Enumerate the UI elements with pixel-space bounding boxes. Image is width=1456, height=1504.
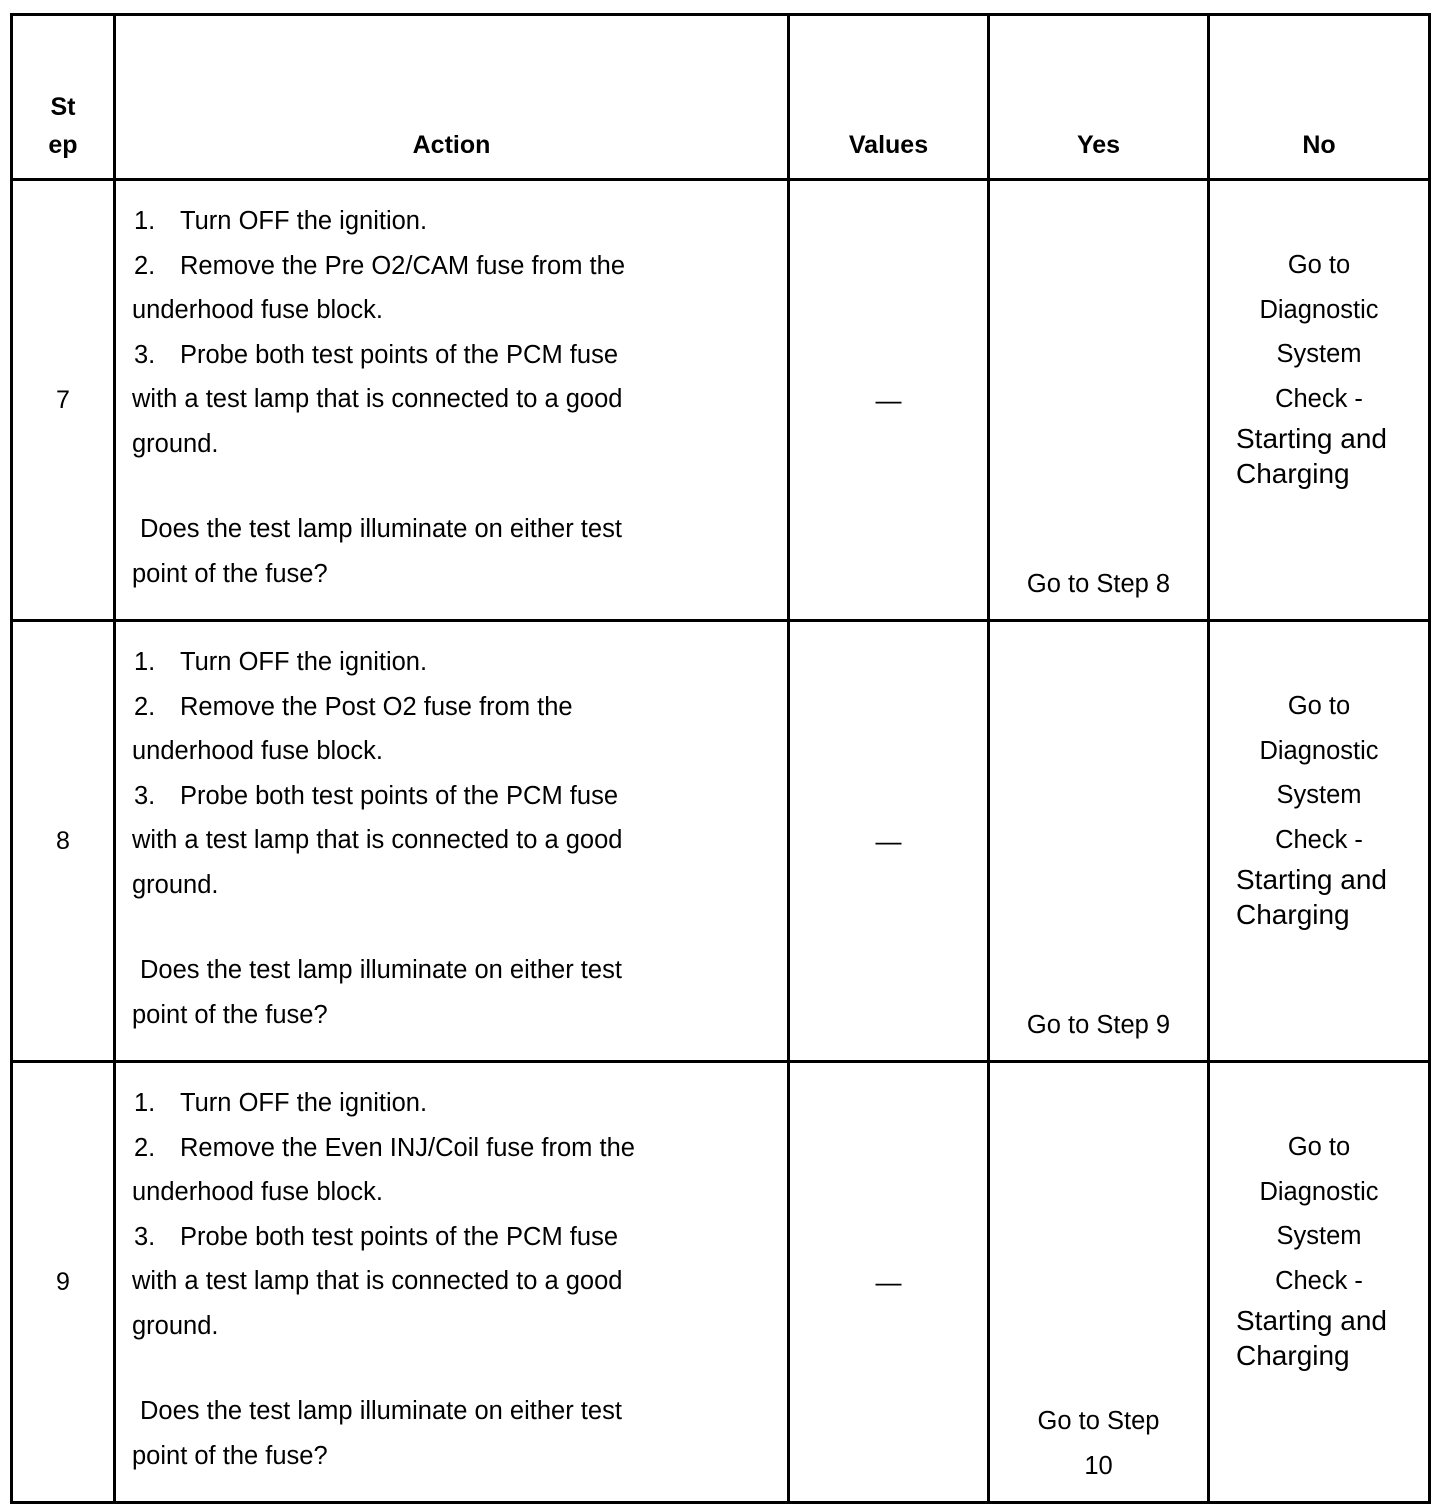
no-text: Go to: [1287, 692, 1351, 720]
table-row: [12, 1062, 1430, 1503]
no-text: Charging: [1236, 1340, 1350, 1371]
action-cell: [115, 621, 789, 1062]
action-step-text: with a test lamp that is connected to a good: [132, 826, 623, 854]
action-step-text: with a test lamp that is connected to a good: [132, 1267, 623, 1295]
action-step-text: Probe both test points of the PCM fuse: [180, 340, 618, 369]
item-number: 2.: [134, 692, 156, 721]
action-step-text: underhood fuse block.: [132, 737, 383, 765]
step-number: 9: [12, 1062, 115, 1503]
no-text: Charging: [1236, 458, 1350, 489]
header-step: [12, 15, 115, 180]
item-number: 1.: [134, 207, 156, 235]
action-question: point of the fuse?: [132, 1000, 328, 1029]
no-text: System: [1276, 340, 1362, 368]
action-step-text: Remove the Even INJ/Coil fuse from the: [180, 1133, 635, 1162]
no-text: Go to: [1287, 251, 1351, 279]
action-question: Does the test lamp illuminate on either test: [140, 956, 622, 984]
no-text: Diagnostic: [1259, 295, 1379, 324]
action-question: point of the fuse?: [132, 559, 328, 588]
yes-cell: [989, 1062, 1209, 1503]
action-question: Does the test lamp illuminate on either test: [140, 515, 622, 543]
action-step-text: underhood fuse block.: [132, 1178, 383, 1206]
step-number: 8: [12, 621, 115, 1062]
action-step-text: with a test lamp that is connected to a good: [132, 385, 623, 413]
item-number: 3.: [134, 1222, 156, 1251]
no-text: Go to: [1287, 1133, 1351, 1161]
values-cell: —: [789, 621, 989, 1062]
header-yes: Yes: [989, 15, 1209, 180]
action-step-text: Probe both test points of the PCM fuse: [180, 1222, 618, 1251]
no-text: Check -: [1275, 1266, 1363, 1295]
action-step-text: Turn OFF the ignition.: [180, 207, 428, 235]
table-row: [12, 621, 1430, 1062]
item-number: 3.: [134, 340, 156, 369]
no-text: Diagnostic: [1259, 1177, 1379, 1206]
no-text: Diagnostic: [1259, 736, 1379, 765]
values-cell: —: [789, 1062, 989, 1503]
action-step-text: Turn OFF the ignition.: [180, 1089, 428, 1117]
values-cell: —: [789, 180, 989, 621]
header-row: [12, 15, 1430, 180]
action-step-text: underhood fuse block.: [132, 296, 383, 324]
action-step-text: ground.: [132, 1311, 219, 1340]
action-step-text: ground.: [132, 429, 219, 458]
table-row: [12, 180, 1430, 621]
header-step-line1: St: [50, 93, 76, 121]
no-text: Starting and: [1236, 864, 1387, 895]
no-cell: [1209, 180, 1430, 621]
item-number: 1.: [134, 648, 156, 676]
no-text: System: [1276, 1222, 1362, 1250]
no-cell: [1209, 1062, 1430, 1503]
header-action: Action: [115, 15, 789, 180]
no-text: Check -: [1275, 384, 1363, 413]
item-number: 2.: [134, 251, 156, 280]
action-step-text: Turn OFF the ignition.: [180, 648, 428, 676]
yes-link-text: Go to Step 8: [1026, 569, 1171, 598]
yes-cell: [989, 180, 1209, 621]
step-number: 7: [12, 180, 115, 621]
no-text: Check -: [1275, 825, 1363, 854]
header-no: No: [1209, 15, 1430, 180]
action-question: point of the fuse?: [132, 1441, 328, 1470]
no-text: Starting and: [1236, 423, 1387, 454]
yes-link-text: Go to Step 9: [1026, 1010, 1171, 1039]
diagnostic-table: [10, 13, 1431, 1504]
header-values: Values: [789, 15, 989, 180]
action-question: Does the test lamp illuminate on either test: [140, 1397, 622, 1425]
no-text: Starting and: [1236, 1305, 1387, 1336]
action-step-text: Probe both test points of the PCM fuse: [180, 781, 618, 810]
action-step-text: ground.: [132, 870, 219, 899]
yes-link-text: Go to Step: [1037, 1407, 1160, 1435]
item-number: 1.: [134, 1089, 156, 1117]
no-text: Charging: [1236, 899, 1350, 930]
yes-cell: [989, 621, 1209, 1062]
no-text: System: [1276, 781, 1362, 809]
item-number: 3.: [134, 781, 156, 810]
action-step-text: Remove the Post O2 fuse from the: [180, 692, 573, 721]
item-number: 2.: [134, 1133, 156, 1162]
yes-link-text: 10: [1084, 1451, 1113, 1480]
action-cell: [115, 180, 789, 621]
header-step-line2: ep: [48, 131, 78, 159]
no-cell: [1209, 621, 1430, 1062]
action-cell: [115, 1062, 789, 1503]
action-step-text: Remove the Pre O2/CAM fuse from the: [180, 251, 626, 280]
